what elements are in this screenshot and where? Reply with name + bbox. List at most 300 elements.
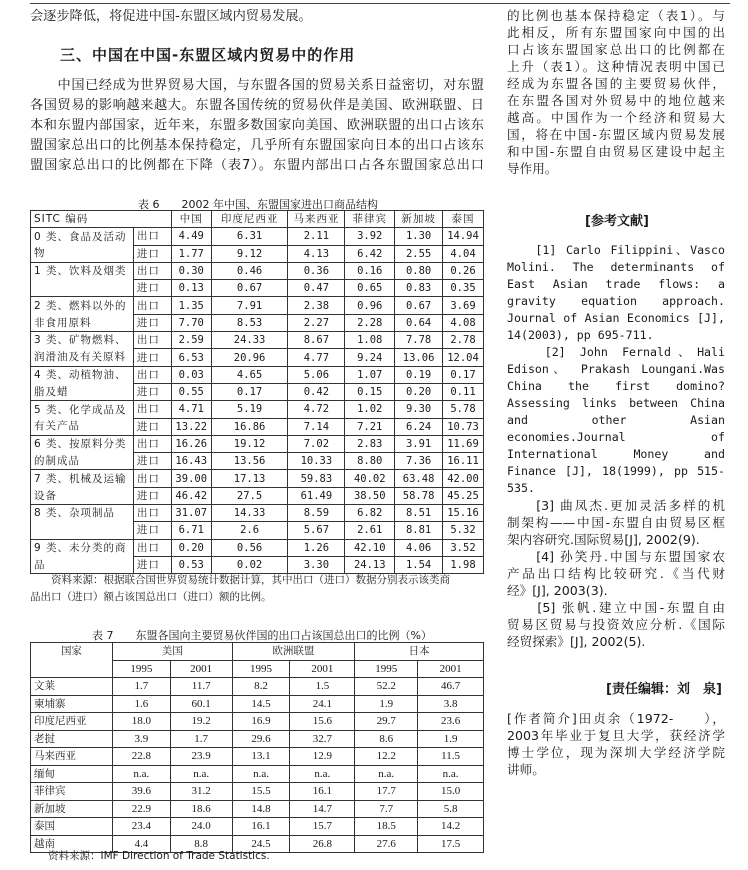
table6-row	[31, 297, 484, 314]
country-cell: 缅甸	[31, 765, 113, 783]
value-cell: 22.8	[112, 748, 170, 766]
value-cell: n.a.	[290, 765, 355, 783]
value-cell: 23.4	[112, 818, 170, 836]
value-cell: 1.7	[170, 730, 232, 748]
value-cell: 18.5	[355, 818, 418, 836]
category-label: 9 类、未分类的商	[31, 539, 134, 556]
value-cell: 7.21	[345, 418, 395, 435]
value-cell: 9.12	[211, 245, 288, 262]
category-label: 1 类、饮料及烟类	[31, 262, 134, 279]
text-line: 此相反，所有东盟国家向中国的出	[507, 25, 725, 40]
top-rule	[30, 3, 730, 4]
reference-line: 贸易区贸易与投资效应分析.《国际	[507, 617, 725, 632]
value-cell: 16.11	[443, 453, 484, 470]
value-cell: 0.20	[171, 539, 211, 556]
partner-header: 欧洲联盟	[232, 643, 355, 661]
value-cell: 8.6	[355, 730, 418, 748]
value-cell: 11.5	[418, 748, 484, 766]
country-cell: 文莱	[31, 678, 113, 696]
value-cell: 23.6	[418, 713, 484, 731]
value-cell: 2.27	[288, 314, 345, 331]
flow-label: 进口	[133, 556, 171, 573]
value-cell: 1.9	[418, 730, 484, 748]
flow-label: 进口	[133, 314, 171, 331]
value-cell: n.a.	[112, 765, 170, 783]
value-cell: 2.55	[395, 245, 443, 262]
value-cell: 40.02	[345, 470, 395, 487]
text-line: 上升（表1）。这种情况表明中国已	[507, 59, 725, 74]
value-cell: 14.2	[418, 818, 484, 836]
value-cell: 46.7	[418, 678, 484, 696]
country-cell: 印度尼西亚	[31, 713, 113, 731]
category-label: 8 类、杂项制品	[31, 505, 134, 522]
reference-line: [2] John Fernald、Hali	[507, 345, 725, 359]
reference-line: 14(2003), pp 695-711.	[507, 328, 654, 342]
value-cell: 10.33	[288, 453, 345, 470]
value-cell: 42.00	[443, 470, 484, 487]
value-cell: 61.49	[288, 487, 345, 504]
value-cell: 0.55	[171, 383, 211, 400]
reference-item	[507, 497, 725, 548]
value-cell: 0.17	[211, 383, 288, 400]
references-heading: [参考文献]	[585, 214, 649, 229]
value-cell: 1.6	[112, 695, 170, 713]
value-cell: 18.0	[112, 713, 170, 731]
table7-row	[31, 783, 484, 801]
table6-row	[31, 401, 484, 418]
category-label: 的制成品	[31, 453, 134, 470]
header-cell: 泰国	[443, 211, 484, 228]
reference-line: 制架构——中国-东盟自由贸易区框	[507, 515, 725, 530]
value-cell: 2.61	[345, 522, 395, 539]
value-cell: 13.06	[395, 349, 443, 366]
flow-label: 出口	[133, 332, 171, 349]
country-cell: 泰国	[31, 818, 113, 836]
value-cell: 14.8	[232, 800, 290, 818]
value-cell: 2.38	[288, 297, 345, 314]
table7-row	[31, 800, 484, 818]
value-cell: 5.19	[211, 401, 288, 418]
partner-header: 日本	[355, 643, 484, 661]
value-cell: 2.59	[171, 332, 211, 349]
value-cell: 13.22	[171, 418, 211, 435]
partner-header: 美国	[112, 643, 232, 661]
author-line: 博士学位，现为深圳大学经济学院	[507, 745, 725, 760]
reference-line: 产品出口结构比较研究.《当代财	[507, 566, 725, 581]
value-cell: 19.2	[170, 713, 232, 731]
value-cell: 7.36	[395, 453, 443, 470]
reference-item	[507, 548, 725, 599]
category-label: 润滑油及有关原料	[31, 349, 134, 366]
value-cell: 12.2	[355, 748, 418, 766]
value-cell: 0.64	[395, 314, 443, 331]
value-cell: 10.73	[443, 418, 484, 435]
flow-label: 出口	[133, 539, 171, 556]
value-cell: 16.26	[171, 435, 211, 452]
text-line: 盟国家总出口的比例基本保持稳定，几乎所有东盟国家向日本的出口占该东	[30, 138, 484, 153]
value-cell: 8.2	[232, 678, 290, 696]
value-cell: 8.53	[211, 314, 288, 331]
value-cell: 15.0	[418, 783, 484, 801]
header-cell: 新加坡	[395, 211, 443, 228]
table7-row	[31, 730, 484, 748]
value-cell: 16.86	[211, 418, 288, 435]
value-cell: 0.26	[443, 262, 484, 279]
value-cell: 17.13	[211, 470, 288, 487]
table7-row	[31, 713, 484, 731]
value-cell: 24.13	[345, 556, 395, 573]
value-cell: 5.67	[288, 522, 345, 539]
value-cell: 13.56	[211, 453, 288, 470]
table6-row	[31, 418, 484, 435]
value-cell: 52.2	[355, 678, 418, 696]
flow-label: 出口	[133, 401, 171, 418]
value-cell: 15.5	[232, 783, 290, 801]
table6-row	[31, 453, 484, 470]
value-cell: 0.96	[345, 297, 395, 314]
table7-header-row	[31, 643, 484, 661]
text-line: 在东盟各国对外贸易中的地位越来	[507, 93, 725, 108]
header-cell: 马来西亚	[288, 211, 345, 228]
value-cell: 3.92	[345, 228, 395, 245]
header-cell: SITC 编码	[31, 211, 172, 228]
value-cell: 4.49	[171, 228, 211, 245]
value-cell: 39.6	[112, 783, 170, 801]
value-cell: 2.11	[288, 228, 345, 245]
table6-row	[31, 470, 484, 487]
table6-row	[31, 383, 484, 400]
value-cell: 8.51	[395, 505, 443, 522]
flow-label: 出口	[133, 366, 171, 383]
value-cell: 0.16	[345, 262, 395, 279]
category-label: 2 类、燃料以外的	[31, 297, 134, 314]
value-cell: 7.02	[288, 435, 345, 452]
value-cell: 8.80	[345, 453, 395, 470]
table7-source-note: 资料来源：IMF Direction of Trade Statistics.	[48, 850, 270, 862]
table6-row	[31, 349, 484, 366]
reference-line: [3] 曲凤杰.更加灵活多样的机	[507, 498, 725, 513]
category-label: 设备	[31, 487, 134, 504]
author-line: 讲师。	[507, 762, 545, 777]
value-cell: 46.42	[171, 487, 211, 504]
value-cell: 1.07	[345, 366, 395, 383]
value-cell: 2.28	[345, 314, 395, 331]
value-cell: 1.08	[345, 332, 395, 349]
text-line: 和中国-东盟自由贸易区建设中起主	[507, 144, 725, 159]
year-header: 1995	[355, 660, 418, 678]
value-cell: 0.53	[171, 556, 211, 573]
body-paragraph	[30, 76, 484, 176]
table6	[30, 210, 484, 574]
value-cell: 8.81	[395, 522, 443, 539]
reference-line: China the first domino?	[507, 379, 725, 393]
flow-label: 出口	[133, 435, 171, 452]
reference-line: 535.	[507, 481, 535, 495]
country-cell: 柬埔寨	[31, 695, 113, 713]
flow-label: 进口	[133, 349, 171, 366]
value-cell: n.a.	[418, 765, 484, 783]
value-cell: 6.42	[345, 245, 395, 262]
table6-caption: 表 6 2002 年中国、东盟国家进出口商品结构	[138, 198, 378, 211]
value-cell: 0.83	[395, 280, 443, 297]
value-cell: 24.5	[232, 835, 290, 853]
country-cell: 老挝	[31, 730, 113, 748]
value-cell: 3.9	[112, 730, 170, 748]
references-list	[507, 242, 725, 650]
value-cell: 7.91	[211, 297, 288, 314]
value-cell: 15.7	[290, 818, 355, 836]
value-cell: 1.02	[345, 401, 395, 418]
value-cell: 12.9	[290, 748, 355, 766]
value-cell: 8.67	[288, 332, 345, 349]
value-cell: 29.6	[232, 730, 290, 748]
category-label: 5 类、化学成品及	[31, 401, 134, 418]
value-cell: 16.43	[171, 453, 211, 470]
table6-row	[31, 314, 484, 331]
table7	[30, 642, 484, 853]
value-cell: 1.9	[355, 695, 418, 713]
value-cell: 4.4	[112, 835, 170, 853]
category-label: 3 类、矿物燃料、	[31, 332, 134, 349]
table7-row	[31, 695, 484, 713]
table6-row	[31, 262, 484, 279]
value-cell: 16.9	[232, 713, 290, 731]
value-cell: 0.30	[171, 262, 211, 279]
reference-line: 经贸探索》[J], 2002(5).	[507, 634, 646, 649]
value-cell: 16.1	[290, 783, 355, 801]
flow-label: 进口	[133, 245, 171, 262]
table6-row	[31, 280, 484, 297]
category-label	[31, 522, 134, 539]
value-cell: 5.06	[288, 366, 345, 383]
source-line: 资料来源：根据联合国世界贸易统计数据计算，其中出口（进口）数据分别表示该类商	[30, 574, 450, 586]
table6-row	[31, 228, 484, 245]
value-cell: 0.13	[171, 280, 211, 297]
value-cell: 1.77	[171, 245, 211, 262]
value-cell: 17.5	[418, 835, 484, 853]
value-cell: 9.30	[395, 401, 443, 418]
flow-label: 进口	[133, 418, 171, 435]
header-cell: 菲律宾	[345, 211, 395, 228]
category-label: 7 类、机械及运输	[31, 470, 134, 487]
reference-line: International Money and	[507, 447, 725, 461]
value-cell: 1.54	[395, 556, 443, 573]
value-cell: 39.00	[171, 470, 211, 487]
category-label: 品	[31, 556, 134, 573]
value-cell: 0.42	[288, 383, 345, 400]
value-cell: 6.82	[345, 505, 395, 522]
value-cell: 0.56	[211, 539, 288, 556]
value-cell: 2.83	[345, 435, 395, 452]
value-cell: 8.8	[170, 835, 232, 853]
text-line: 国，将在中国-东盟区域内贸易发展	[507, 127, 725, 142]
reference-line: 经》[J], 2003(3).	[507, 583, 608, 598]
value-cell: 3.52	[443, 539, 484, 556]
value-cell: 0.35	[443, 280, 484, 297]
value-cell: 2.78	[443, 332, 484, 349]
table7-caption: 表 7 东盟各国向主要贸易伙伴国的出口占该国总出口的比例（%）	[92, 629, 432, 642]
category-label: 0 类、食品及活动	[31, 228, 134, 245]
reference-line: [5] 张帆.建立中国-东盟自由	[507, 600, 725, 615]
text-line: 经成为东盟各国的主要贸易伙伴，	[507, 76, 725, 91]
value-cell: 0.02	[211, 556, 288, 573]
value-cell: 2.6	[211, 522, 288, 539]
value-cell: 1.35	[171, 297, 211, 314]
reference-line: Finance [J], 18(1999), pp 515-	[507, 464, 725, 478]
value-cell: 14.33	[211, 505, 288, 522]
value-cell: 1.26	[288, 539, 345, 556]
reference-line: [4] 孙笑丹.中国与东盟国家农	[507, 549, 725, 564]
value-cell: 6.53	[171, 349, 211, 366]
value-cell: 32.7	[290, 730, 355, 748]
country-cell: 马来西亚	[31, 748, 113, 766]
table6-row	[31, 522, 484, 539]
table7-row	[31, 748, 484, 766]
value-cell: 11.7	[170, 678, 232, 696]
value-cell: 3.91	[395, 435, 443, 452]
year-header: 2001	[290, 660, 355, 678]
value-cell: 0.17	[443, 366, 484, 383]
value-cell: 0.19	[395, 366, 443, 383]
header-cell: 中国	[171, 211, 211, 228]
category-label: 有关产品	[31, 418, 134, 435]
value-cell: 3.8	[418, 695, 484, 713]
value-cell: 6.71	[171, 522, 211, 539]
value-cell: 0.67	[211, 280, 288, 297]
value-cell: 0.36	[288, 262, 345, 279]
reference-line: Edison、 Prakash Loungani.Was	[507, 362, 725, 376]
country-cell: 菲律宾	[31, 783, 113, 801]
country-cell: 越南	[31, 835, 113, 853]
year-header: 2001	[170, 660, 232, 678]
value-cell: 0.20	[395, 383, 443, 400]
reference-line: and other Asian	[507, 413, 725, 427]
value-cell: 15.6	[290, 713, 355, 731]
section-heading: 三、中国在中国-东盟区域内贸易中的作用	[60, 46, 356, 64]
value-cell: 0.67	[395, 297, 443, 314]
text-line: 中国已经成为世界贸易大国，与东盟各国的贸易关系日益密切，对东盟	[30, 78, 484, 93]
value-cell: 24.1	[290, 695, 355, 713]
reference-line: Molini. The determinants of	[507, 260, 725, 274]
value-cell: 0.15	[345, 383, 395, 400]
value-cell: 4.71	[171, 401, 211, 418]
text-line: 的比例也基本保持稳定（表1）。与	[507, 8, 725, 23]
value-cell: 63.48	[395, 470, 443, 487]
right-paragraph	[507, 7, 725, 177]
value-cell: 0.80	[395, 262, 443, 279]
value-cell: 58.78	[395, 487, 443, 504]
value-cell: 4.04	[443, 245, 484, 262]
author-line: 2003年毕业于复旦大学，获经济学	[507, 728, 725, 743]
table6-row	[31, 332, 484, 349]
year-header: 1995	[232, 660, 290, 678]
value-cell: 3.30	[288, 556, 345, 573]
year-header: 2001	[418, 660, 484, 678]
category-label: 物	[31, 245, 134, 262]
country-cell: 新加坡	[31, 800, 113, 818]
value-cell: 17.7	[355, 783, 418, 801]
text-line: 本和东盟内部国家，近年来，东盟多数国家向美国、欧洲联盟的出口占该东	[30, 118, 484, 133]
flow-label: 进口	[133, 383, 171, 400]
flow-label: 出口	[133, 470, 171, 487]
value-cell: 4.77	[288, 349, 345, 366]
table6-row	[31, 366, 484, 383]
value-cell: 7.78	[395, 332, 443, 349]
value-cell: 11.69	[443, 435, 484, 452]
value-cell: 8.59	[288, 505, 345, 522]
value-cell: 5.8	[418, 800, 484, 818]
value-cell: 27.5	[211, 487, 288, 504]
value-cell: 4.08	[443, 314, 484, 331]
value-cell: 1.98	[443, 556, 484, 573]
text-line: 各国贸易的影响越来越大。东盟各国传统的贸易伙伴是美国、欧洲联盟、日	[30, 98, 484, 113]
reference-line: [1] Carlo Filippini、Vasco	[507, 243, 725, 257]
value-cell: 0.47	[288, 280, 345, 297]
text-line: 盟国家总出口的比例都在下降（表7）。东盟内部出口占各东盟国家总出口	[30, 158, 484, 173]
value-cell: 0.65	[345, 280, 395, 297]
value-cell: 31.07	[171, 505, 211, 522]
value-cell: 1.5	[290, 678, 355, 696]
value-cell: 31.2	[170, 783, 232, 801]
value-cell: 0.11	[443, 383, 484, 400]
value-cell: 7.7	[355, 800, 418, 818]
value-cell: 26.8	[290, 835, 355, 853]
value-cell: 6.24	[395, 418, 443, 435]
value-cell: 5.32	[443, 522, 484, 539]
value-cell: 27.6	[355, 835, 418, 853]
value-cell: 7.14	[288, 418, 345, 435]
reference-item	[507, 344, 725, 497]
text-line: 越高。中国作为一个经济和贸易大	[507, 110, 725, 125]
intro-text	[30, 7, 330, 27]
table6-row	[31, 487, 484, 504]
reference-item	[507, 599, 725, 650]
flow-label: 进口	[133, 280, 171, 297]
reference-line: East Asian trade flows: a	[507, 277, 725, 291]
category-label: 4 类、动植物油、	[31, 366, 134, 383]
value-cell: 14.7	[290, 800, 355, 818]
value-cell: 15.16	[443, 505, 484, 522]
value-cell: 16.1	[232, 818, 290, 836]
flow-label: 进口	[133, 453, 171, 470]
value-cell: 24.0	[170, 818, 232, 836]
value-cell: 7.70	[171, 314, 211, 331]
table7-row	[31, 818, 484, 836]
value-cell: 3.69	[443, 297, 484, 314]
table6-source-note	[30, 572, 484, 606]
responsible-editor: [责任编辑：刘 泉]	[606, 682, 722, 697]
value-cell: n.a.	[232, 765, 290, 783]
flow-label: 进口	[133, 487, 171, 504]
value-cell: 9.24	[345, 349, 395, 366]
value-cell: 23.9	[170, 748, 232, 766]
value-cell: 60.1	[170, 695, 232, 713]
value-cell: 6.31	[211, 228, 288, 245]
value-cell: n.a.	[170, 765, 232, 783]
reference-line: economies.Journal of	[507, 430, 725, 444]
source-line: 品出口（进口）额占该国总出口（进口）额的比例。	[30, 591, 272, 603]
value-cell: 4.13	[288, 245, 345, 262]
value-cell: 4.65	[211, 366, 288, 383]
author-line: [作者简介]田贞余（1972- ），	[507, 711, 725, 726]
value-cell: 19.12	[211, 435, 288, 452]
value-cell: 24.33	[211, 332, 288, 349]
value-cell: 12.04	[443, 349, 484, 366]
value-cell: 5.78	[443, 401, 484, 418]
value-cell: n.a.	[355, 765, 418, 783]
value-cell: 4.06	[395, 539, 443, 556]
table6-row	[31, 539, 484, 556]
